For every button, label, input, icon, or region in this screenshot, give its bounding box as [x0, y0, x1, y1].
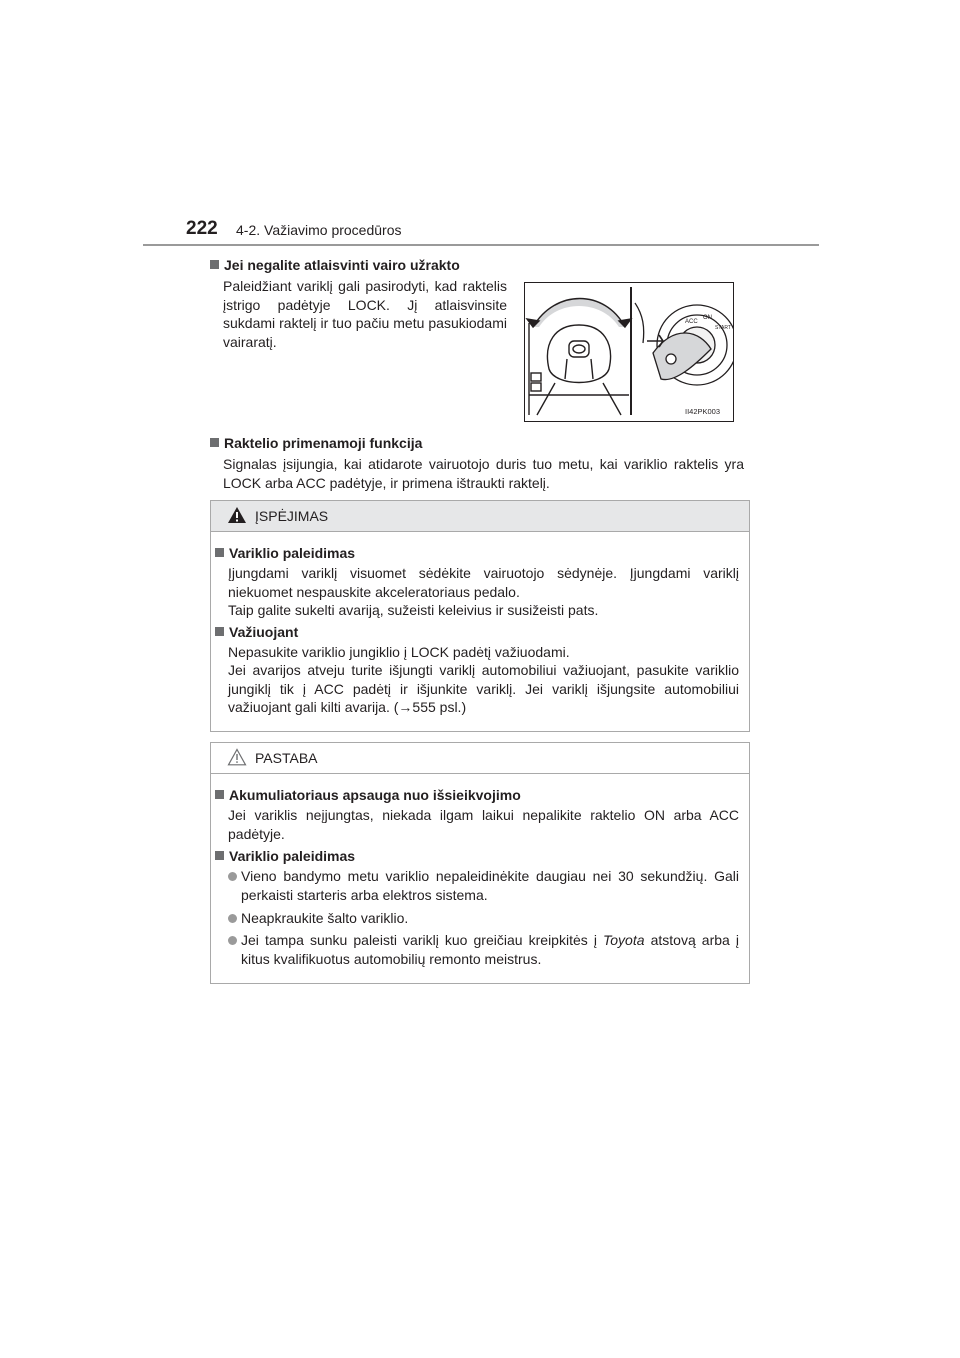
square-bullet-icon — [215, 548, 224, 557]
battery-text: Jei variklis neįjungtas, niekada ilgam laikui nepalikite raktelio ON arba ACC padėtyje. — [228, 807, 739, 842]
reminder-heading: Raktelio primenamoji funkcija — [210, 434, 422, 452]
warning-item-text: Jei avarijos atveju turite išjungti variklį automobiliui važiuojant, pasukite variklio jungiklį tik į ACC padėtį ir išjunkite variklį. Jei variklį išjungsite automobiliui važiuojant gali kilti avarija. (→555 psl.) — [228, 662, 739, 715]
square-bullet-icon — [215, 851, 224, 860]
warning-item-heading: Važiuojant — [215, 623, 298, 641]
warning-item-text: Taip galite sukelti avariją, sužeisti keleivius ir susižeisti pats. — [228, 602, 599, 618]
square-bullet-icon — [210, 438, 219, 447]
section-title: 4-2. Važiavimo procedūros — [236, 222, 402, 238]
steering-lock-illustration — [524, 282, 734, 422]
caution-triangle-icon — [227, 748, 247, 766]
brand-name: Toyota — [603, 932, 645, 948]
note-box — [210, 742, 750, 984]
square-bullet-icon — [215, 627, 224, 636]
warning-item-heading: Variklio paleidimas — [215, 544, 355, 562]
header-rule — [143, 244, 819, 246]
svg-text:ACC: ACC — [685, 319, 698, 325]
start-bullet-text: Jei tampa sunku paleisti variklį kuo greičiau kreipkitės į Toyota atstovą arba į kitus kvalifikuotus automobilių remonto meistrus. — [241, 932, 739, 967]
warning-triangle-icon — [227, 506, 247, 524]
start-bullet-text: Neapkraukite šalto variklio. — [241, 910, 409, 926]
reminder-text: Signalas įsijungia, kai atidarote vairuotojo duris tuo metu, kai variklio raktelis yra LOCK arba ACC padėtyje, ir primena ištraukti raktelį. — [223, 456, 744, 491]
figure-code: II42PK003 — [685, 407, 721, 416]
page-number: 222 — [186, 218, 218, 239]
warning-item-text: Įjungdami variklį visuomet sėdėkite vairuotojo sėdynėje. Įjungdami variklį niekuomet nespauskite akceleratoriaus pedalo. — [228, 565, 739, 600]
square-bullet-icon — [210, 260, 219, 269]
steering-wheel-icon — [527, 299, 631, 416]
steering-lock-heading: Jei negalite atlaisvinti vairo užrakto — [210, 256, 460, 274]
round-bullet-icon — [228, 872, 237, 881]
battery-heading: Akumuliatoriaus apsauga nuo išsieikvojimo — [215, 786, 521, 804]
warning-box-header — [211, 501, 749, 532]
square-bullet-icon — [215, 790, 224, 799]
note-label: PASTABA — [255, 750, 318, 766]
start-heading: Variklio paleidimas — [215, 847, 355, 865]
ignition-key-icon — [635, 303, 733, 385]
round-bullet-icon — [228, 914, 237, 923]
warning-item-text: Nepasukite variklio jungiklio į LOCK padėtį važiuodami. — [228, 644, 570, 660]
svg-text:START: START — [715, 325, 731, 331]
round-bullet-icon — [228, 936, 237, 945]
svg-text:ON: ON — [703, 315, 712, 321]
warning-label: ĮSPĖJIMAS — [255, 508, 329, 524]
note-box-header — [211, 743, 749, 774]
warning-box — [210, 500, 750, 732]
start-bullet-text: Vieno bandymo metu variklio nepaleidinėkite daugiau nei 30 sekundžių. Gali perkaisti starteris arba elektros sistema. — [241, 868, 739, 903]
steering-lock-text: Paleidžiant variklį gali pasirodyti, kad raktelis įstrigo padėtyje LOCK. Jį atlaisvinsite sukdami raktelį ir tuo pačiu metu pasukiodami vairaratį. — [223, 278, 507, 350]
